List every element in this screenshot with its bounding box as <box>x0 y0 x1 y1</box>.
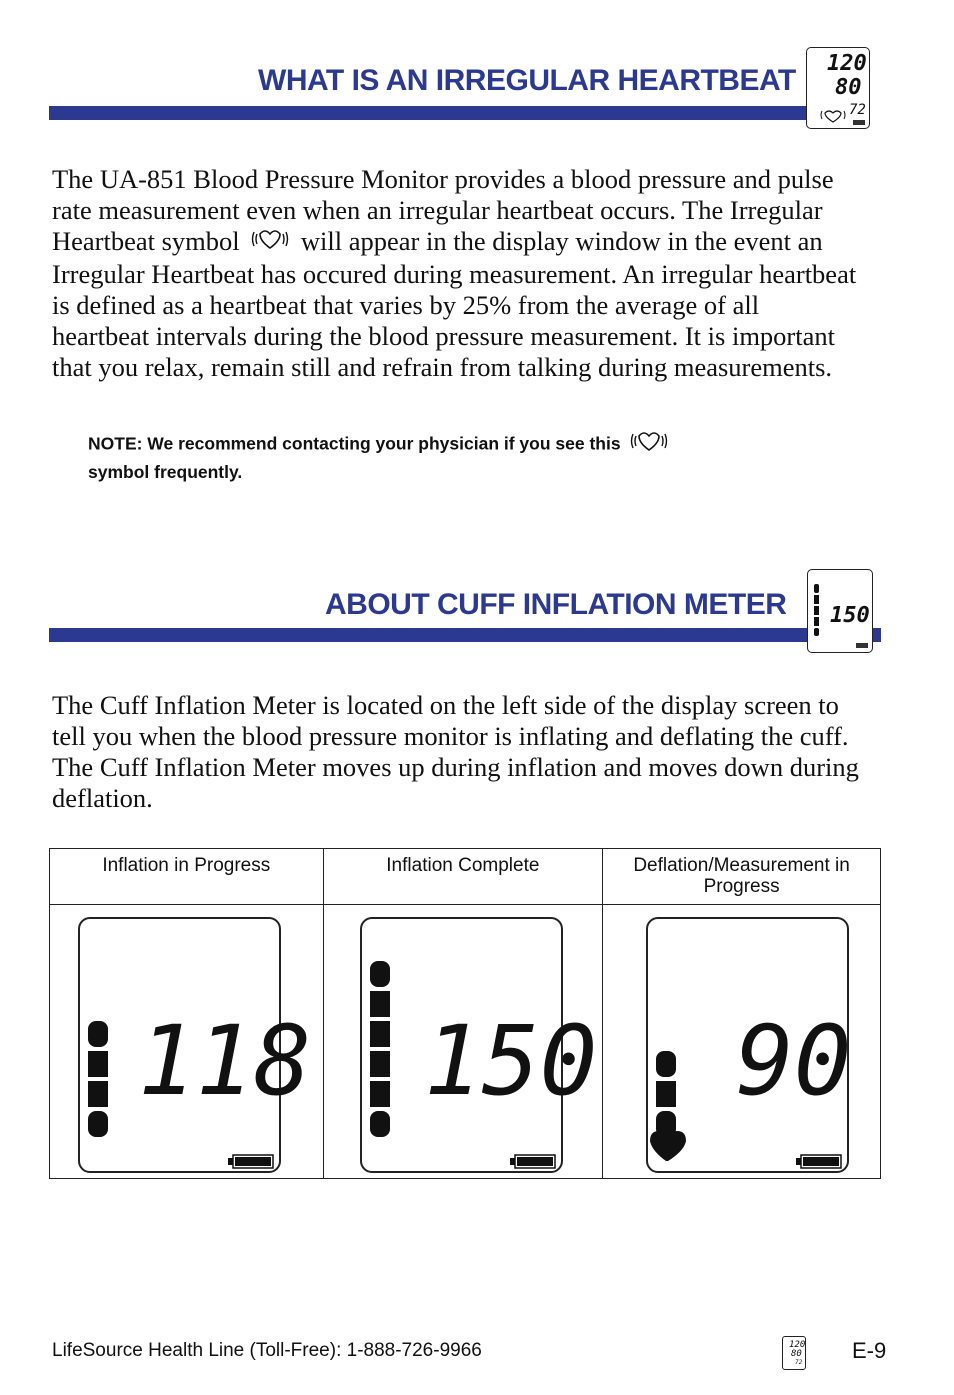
bp-display-icon <box>806 47 870 129</box>
icon-dia-value: 80 <box>835 75 862 100</box>
meter-segment <box>88 1111 108 1137</box>
footer-icon-pulse: 72 <box>795 1359 803 1366</box>
note-text-2: symbol frequently. <box>88 462 243 482</box>
lcd-value: 150 <box>423 1005 597 1117</box>
note-text-1: NOTE: We recommend contacting your physician if you see this <box>88 433 621 454</box>
lcd-display-inflation-complete <box>360 917 597 1173</box>
meter-segment <box>88 1081 108 1107</box>
table-header-cell: Inflation Complete <box>323 849 603 905</box>
table-cell-display <box>323 905 603 1179</box>
meter-segment <box>370 961 390 987</box>
footer-icon-sys: 120 <box>789 1340 806 1350</box>
battery-icon <box>510 1155 555 1168</box>
footer-icon-dia: 80 <box>791 1349 802 1359</box>
meter-segment <box>370 991 390 1017</box>
cuff-meter <box>650 1051 686 1161</box>
footer-bp-display-icon <box>782 1336 806 1370</box>
paragraph-part-1: The UA-851 Blood Pressure Monitor provides a blood pressure and pulse rate measurement even when an irregular heartbeat occurs. The Irregular Heartbeat symbol <box>52 164 834 256</box>
bp-display-icon-graphic <box>807 48 868 127</box>
battery-icon <box>853 120 865 125</box>
cuff-meter-display-icon-graphic <box>808 570 871 651</box>
lcd-value: 90 <box>736 1005 852 1117</box>
table-cell-display <box>50 905 324 1179</box>
irregular-heartbeat-icon <box>625 430 673 460</box>
meter-segment <box>370 1111 390 1137</box>
table-header-cell: Deflation/Measurement in Progress <box>603 849 881 905</box>
paragraph-part-2: will appear in the display window in the event an Irregular Heartbeat has occured during measurement. An irregular heartbeat is defined as a heartbeat that varies by 25% from the average of all heartbeat intervals during the blood pressure measurement. It is important that you relax, remain still and refrain from talking during measurements. <box>52 226 857 383</box>
section-heading-cuff-inflation: ABOUT CUFF INFLATION METER <box>325 588 787 621</box>
icon-pulse-value: 72 <box>849 102 866 118</box>
meter-segment <box>656 1051 676 1077</box>
meter-segment <box>370 1051 390 1077</box>
inflation-states-table <box>49 848 881 1179</box>
lcd-value: 118 <box>138 1005 312 1117</box>
irregular-heartbeat-icon <box>246 228 294 259</box>
physician-note <box>88 430 673 484</box>
irregular-heartbeat-paragraph <box>52 164 862 383</box>
cuff-meter-display-icon <box>807 569 873 653</box>
meter-segment <box>370 1021 390 1047</box>
icon-cuff-value: 150 <box>830 603 870 628</box>
table-cell-display <box>603 905 881 1179</box>
cuff-meter <box>370 961 390 1137</box>
meter-segment <box>88 1021 108 1047</box>
battery-icon <box>796 1155 841 1168</box>
battery-icon <box>856 643 868 648</box>
cuff-meter <box>88 1021 108 1137</box>
heading-bar <box>49 106 807 120</box>
lcd-display-inflating <box>78 917 312 1173</box>
table-header-cell: Inflation in Progress <box>50 849 324 905</box>
page-number: E-9 <box>852 1338 887 1363</box>
meter-segment <box>370 1081 390 1107</box>
footer-helpline: LifeSource Health Line (Toll-Free): 1-888-726-9966 <box>52 1340 482 1361</box>
cuff-inflation-paragraph: The Cuff Inflation Meter is located on the left side of the display screen to tell you when the blood pressure monitor is inflating and deflating the cuff. The Cuff Inflation Meter moves up during inflation and moves down during deflation. <box>52 690 859 813</box>
irregular-heartbeat-icon <box>821 111 845 122</box>
section-heading-irregular-heartbeat: WHAT IS AN IRREGULAR HEARTBEAT <box>258 64 796 97</box>
battery-icon <box>228 1155 273 1168</box>
heading-bar <box>49 628 881 642</box>
meter-segment <box>88 1051 108 1077</box>
icon-sys-value: 120 <box>827 51 867 76</box>
lcd-display-deflating <box>646 917 852 1173</box>
meter-segment <box>656 1081 676 1107</box>
